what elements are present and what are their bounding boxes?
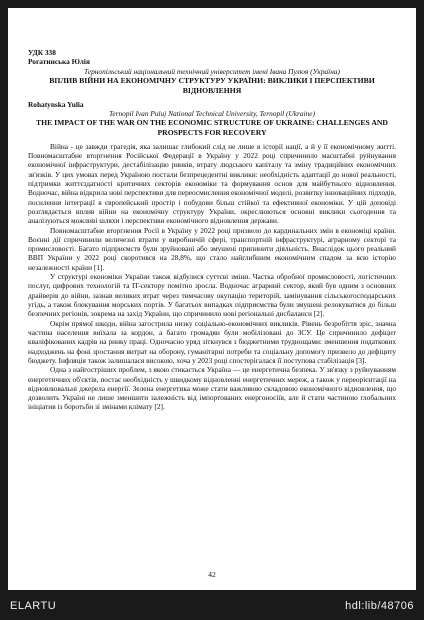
body-paragraph-4: Окрім прямої шкоди, війна загострила низку соціально-економічних викликів. Рівень безробіття зріс, значна частина населення виїхала за кордон, а багато громадян були мобілізовані до ЗСУ. Це спричинило дефіцит кваліфікованих кадрів на ринку праці. Одночасно уряд зіткнувся з бюджетними труднощами: зменшення податкових надходжень на фоні зростання витрат на оборону, гуманітарні потреби та соціальну допомогу призвело до дефіциту бюджету. Інфляція також залишалася високою, хоча у 2023 році спостерігалася її поступова стабілізація [3]. <box>28 318 396 365</box>
document-page <box>8 8 416 590</box>
author-en: Rohatynska Yulia <box>28 99 84 109</box>
body-paragraph-1: Війна - це завжди трагедія, яка залишає глибокий слід не лише в історії нації, а й у її економічному житті. Повномасштабне вторгнення Російської Федерації в Україну у 2022 році спричинило масштабні руйнування економічної інфраструктури, дестабілізацію ринків, втрату людського капіталу та зміну традиційних економічних зв'язків. У цих умовах перед Україною постали безпрецедентні виклики: необхідність адаптації до нової реальності, підтримки життєздатності критичних секторів економіки та формування основ для майбутнього відновлення. Водночас, війна відкрила нові перспективи для переосмислення економічної моделі, розвитку інноваційних підходів, посилення інтеграції в європейський простір і побудови більш стійкої та ефективної економіки. У цій доповіді розглядається вплив війни на економічну структуру України, окреслюються основні виклики сьогодення та аналізуються можливі шляхи і перспективи економічного відновлення держави. <box>28 141 396 226</box>
footer-handle-label: hdl:lib/48706 <box>345 600 414 612</box>
body-paragraph-3: У структурі економіки України також відбулися суттєві зміни. Частка обробної промисловості, логістичних послуг, цифрових технологій та IT-сектору помітно зросла. Водночас аграрний сектор, який був одним з основних драйверів до війни, зазнав великих втрат через тимчасову окупацію територій, замінування сільськогосподарських угідь, а також блокування морських портів. У багатьох випадках підприємства були змушені релокуватися до більш безпечних регіонів, зокрема на захід України, що спричинило нові регіональні дисбаланси [2]. <box>28 272 396 319</box>
affiliation-ua: Тернопільський національний технічний університет імені Івана Пулюя (Україна) <box>84 66 340 76</box>
affiliation-en: Ternopil Ivan Puluj National Technical University, Ternopil (Ukraine) <box>108 108 316 118</box>
body-paragraph-2: Повномасштабне вторгнення Росії в Україну у 2022 році призвело до кардинальних змін в економіці країни. Воєнні дії спричинили величезні втрати у виробничій сфері, транспортній інфраструктурі, аграрному секторі та промисловості. Багато підприємств були зруйновані або змушені припинити діяльність. Внаслідок цього реальний ВВП України у 2022 році скоротився на 28,8%, що стало найглибшим економічним спадом за всю історію незалежності країни [1]. <box>28 225 396 272</box>
body-paragraph-5: Одна з найгостріших проблем, з якою стикається Україна — це енергетична безпека. У зв'язку з руйнуванням енергетичних об'єктів, постає необхідність у швидкому відновленні енергетичних мереж, а також у переорієнтації на відновлювальні джерела енергії. Зелена енергетика може стати важливою складовою економічного відновлення, що дозволить Україні не лише зменшити залежність від імпортованих енергоносіїв, але й стати частиною глобальних ініціатив із боротьби зі змінами клімату [2]. <box>28 365 396 412</box>
footer-bar <box>0 590 424 620</box>
title-en: THE IMPACT OF THE WAR ON THE ECONOMIC STRUCTURE OF UKRAINE: CHALLENGES AND PROSPECTS FOR RECOVERY <box>36 118 388 137</box>
page-number: 42 <box>208 570 216 580</box>
title-ua: ВПЛИВ ВІЙНИ НА ЕКОНОМІЧНУ СТРУКТУРУ УКРАЇНИ: ВИКЛИКИ І ПЕРСПЕКТИВИ ВІДНОВЛЕННЯ <box>49 75 375 95</box>
author-ua: Рогатинська Юлія <box>28 57 90 67</box>
udc-code: УДК 338 <box>28 48 56 57</box>
footer-repository-label: ELARTU <box>10 600 57 612</box>
